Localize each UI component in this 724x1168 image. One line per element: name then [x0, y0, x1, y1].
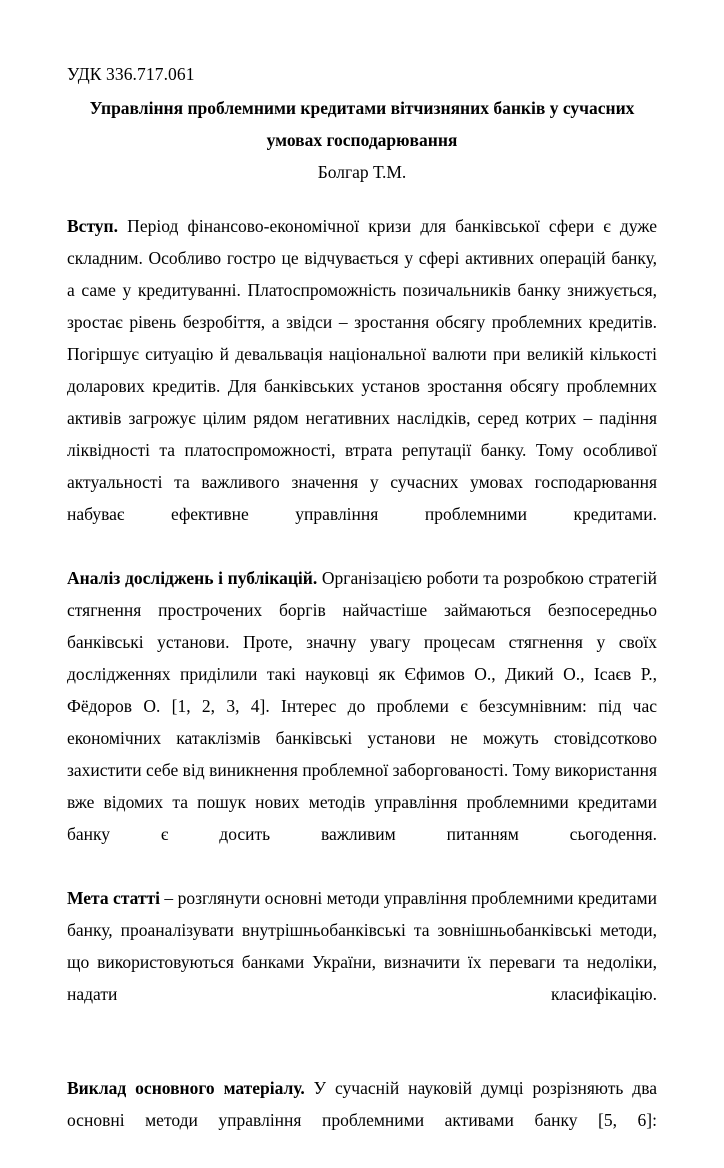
section-paragraph — [67, 1072, 657, 1168]
section-lead: Вступ. — [67, 216, 119, 236]
section-text: – розглянути основні методи управління проблемними кредитами банку, проаналізувати внутрішньобанківські та зовнішньобанківські методи, що використовуються банками України, визначити їх переваги та недоліки, надати класифікацію. — [67, 888, 657, 1004]
section-text: У сучасній науковій думці розрізняють два основні методи управління проблемними активами банку [5, 6]: — [67, 1078, 657, 1130]
section-lead: Аналіз досліджень і публікацій. — [67, 568, 318, 588]
article-title-line-2: умовах господарювання — [266, 130, 458, 150]
section-text: Період фінансово-економічної кризи для банківської сфери є дуже складним. Особливо гостро це відчувається у сфері активних операцій банку, а саме у кредитуванні. Платоспроможність позичальників банку знижується, зростає рівень безробіття, а звідси – зростання обсягу проблемних кредитів. Погіршує ситуацію й девальвація національної валюти при великій кількості доларових кредитів. Для банківських установ зростання обсягу проблемних активів загрожує цілим рядом негативних наслідків, серед котрих – падіння ліквідності та платоспроможності, втрата репутації банку. Тому особливої актуальності та важливого значення у сучасних умовах господарювання набуває ефективне управління проблемними кредитами. — [67, 216, 657, 524]
section-lead: Виклад основного матеріалу. — [67, 1078, 305, 1098]
article-body — [67, 210, 657, 1168]
section-text: Організацією роботи та розробкою стратегій стягнення прострочених боргів найчастіше займаються безпосередньо банківські установи. Проте, значну увагу процесам стягнення у своїх дослідженнях приділили такі науковці як Єфимов О., Дикий О., Ісаєв Р., Фёдоров О. [1, 2, 3, 4]. Інтерес до проблеми є безсумнівним: під час економічних катаклізмів банківські установи не можуть стовідсотково захистити себе від виникнення проблемної заборгованості. Тому використання вже відомих та пошук нових методів управління проблемними кредитами банку є досить важливим питанням сьогодення. — [67, 568, 657, 844]
section-paragraph — [67, 562, 657, 882]
udk-code: УДК 336.717.061 — [67, 64, 195, 84]
article-author: Болгар Т.М. — [317, 162, 407, 182]
section-paragraph — [67, 882, 657, 1042]
section-lead: Мета статті — [67, 888, 160, 908]
section-paragraph — [67, 210, 657, 562]
article-title-line-1: Управління проблемними кредитами вітчизняних банків у сучасних — [89, 98, 635, 118]
